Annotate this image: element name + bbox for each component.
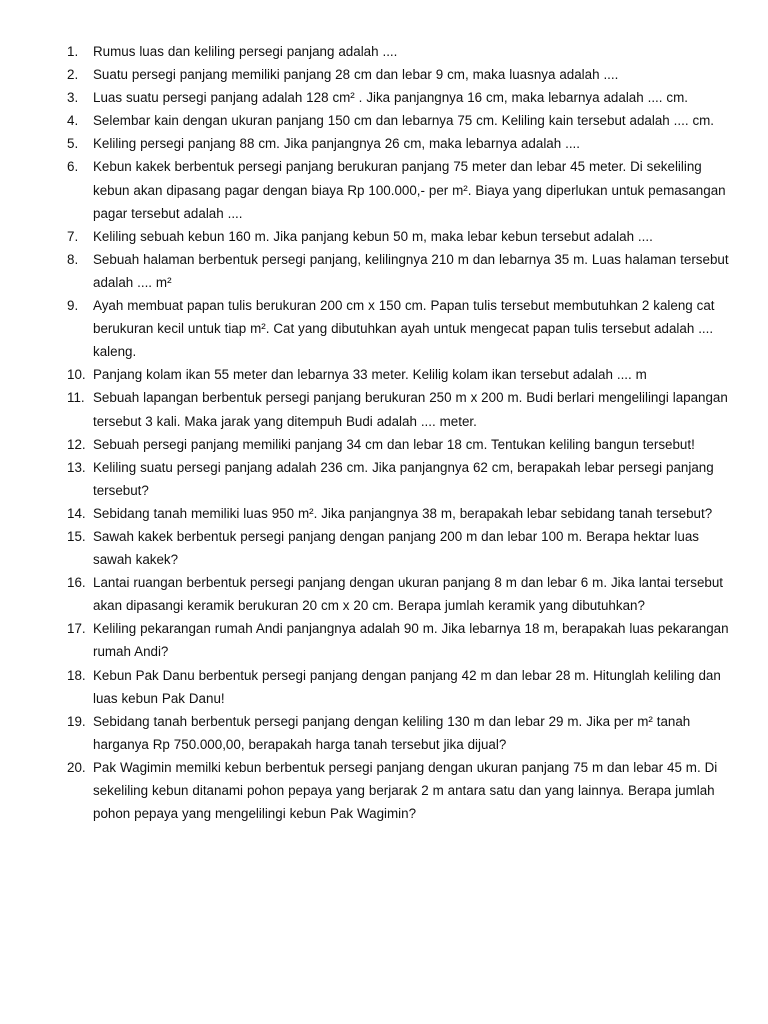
question-number-label: 19. <box>67 713 86 729</box>
question-number <box>62 363 93 386</box>
question-number-label: 18. <box>67 667 86 683</box>
question-item <box>62 109 732 132</box>
question-number-label: 6. <box>67 159 79 175</box>
question-number <box>62 664 93 687</box>
question-item <box>62 248 732 294</box>
question-number-label: 15. <box>67 528 86 544</box>
question-number-label: 16. <box>67 575 86 591</box>
question-number <box>62 294 93 317</box>
question-number <box>62 710 93 733</box>
question-item <box>62 225 732 248</box>
question-item <box>62 386 732 432</box>
question-number <box>62 248 93 271</box>
question-item <box>62 456 732 502</box>
question-item <box>62 664 732 710</box>
question-number-label: 13. <box>67 459 86 475</box>
question-number-label: 8. <box>67 251 79 267</box>
question-number-label: 2. <box>67 67 79 83</box>
question-text: Sebidang tanah berbentuk persegi panjang dengan keliling 130 m dan lebar 29 m. Jika per m² tanah harganya Rp 750.000,00, berapakah harga tanah tersebut jika dijual? <box>93 713 691 752</box>
question-item <box>62 363 732 386</box>
question-number <box>62 386 93 409</box>
question-number-label: 5. <box>67 136 79 152</box>
question-text: Ayah membuat papan tulis berukuran 200 cm x 150 cm. Papan tulis tersebut membutuhkan 2 kaleng cat berukuran kecil untuk tiap m². Cat yang dibutuhkan ayah untuk mengecat papan tulis tersebut adalah .... kaleng. <box>93 298 715 360</box>
question-text: Kebun kakek berbentuk persegi panjang berukuran panjang 75 meter dan lebar 45 meter. Di sekeliling kebun akan dipasang pagar dengan biaya Rp 100.000,- per m². Biaya yang diperlukan untuk pemasangan pagar tersebut adalah .... <box>93 159 726 221</box>
question-number <box>62 86 93 109</box>
question-text: Keliling persegi panjang 88 cm. Jika panjangnya 26 cm, maka lebarnya adalah .... <box>93 136 580 152</box>
question-text: Sebuah halaman berbentuk persegi panjang, kelilingnya 210 m dan lebarnya 35 m. Luas halaman tersebut adalah .... m² <box>93 251 729 290</box>
question-number-label: 12. <box>67 436 86 452</box>
question-text: Keliling suatu persegi panjang adalah 236 cm. Jika panjangnya 62 cm, berapakah lebar persegi panjang tersebut? <box>93 459 714 498</box>
question-number <box>62 63 93 86</box>
question-text: Panjang kolam ikan 55 meter dan lebarnya 33 meter. Kelilig kolam ikan tersebut adalah .... m <box>93 367 647 383</box>
question-item <box>62 617 732 663</box>
question-item <box>62 756 732 825</box>
question-number <box>62 109 93 132</box>
question-text: Suatu persegi panjang memiliki panjang 28 cm dan lebar 9 cm, maka luasnya adalah .... <box>93 67 619 83</box>
question-number <box>62 756 93 779</box>
question-number-label: 4. <box>67 113 79 129</box>
question-number-label: 7. <box>67 228 79 244</box>
question-item <box>62 710 732 756</box>
question-text: Lantai ruangan berbentuk persegi panjang dengan ukuran panjang 8 m dan lebar 6 m. Jika lantai tersebut akan dipasangi keramik berukuran 20 cm x 20 cm. Berapa jumlah keramik yang dibutuhkan? <box>93 575 724 614</box>
question-list <box>62 40 732 825</box>
question-number-label: 10. <box>67 367 86 383</box>
question-number-label: 3. <box>67 90 79 106</box>
question-number <box>62 617 93 640</box>
question-text: Sebuah persegi panjang memiliki panjang 34 cm dan lebar 18 cm. Tentukan keliling bangun tersebut! <box>93 436 695 452</box>
question-number <box>62 132 93 155</box>
question-item <box>62 132 732 155</box>
question-number <box>62 456 93 479</box>
question-number <box>62 433 93 456</box>
question-item <box>62 63 732 86</box>
question-item <box>62 433 732 456</box>
question-text: Sawah kakek berbentuk persegi panjang dengan panjang 200 m dan lebar 100 m. Berapa hektar luas sawah kakek? <box>93 528 699 568</box>
question-number-label: 1. <box>67 44 79 59</box>
question-number <box>62 155 93 178</box>
question-number-label: 20. <box>67 759 86 775</box>
question-text: Sebidang tanah memiliki luas 950 m². Jika panjangnya 38 m, berapakah lebar sebidang tanah tersebut? <box>93 505 713 521</box>
question-text: Kebun Pak Danu berbentuk persegi panjang dengan panjang 42 m dan lebar 28 m. Hitunglah keliling dan luas kebun Pak Danu! <box>93 667 721 706</box>
question-number <box>62 502 93 525</box>
question-text: Pak Wagimin memilki kebun berbentuk persegi panjang dengan ukuran panjang 75 m dan lebar 45 m. Di sekeliling kebun ditanami pohon pepaya yang berjarak 2 m antara satu dan yang lainnya. Berapa jumlah pohon pepaya yang mengelilingi kebun Pak Wagimin? <box>93 759 718 822</box>
question-number-label: 14. <box>67 505 86 521</box>
question-number <box>62 225 93 248</box>
question-item <box>62 155 732 224</box>
question-item <box>62 40 732 63</box>
question-text: Selembar kain dengan ukuran panjang 150 cm dan lebarnya 75 cm. Keliling kain tersebut adalah .... cm. <box>93 113 715 129</box>
question-number <box>62 571 93 594</box>
question-text: Keliling pekarangan rumah Andi panjangnya adalah 90 m. Jika lebarnya 18 m, berapakah luas pekarangan rumah Andi? <box>93 621 729 660</box>
question-item <box>62 525 732 571</box>
question-item <box>62 502 732 525</box>
question-item <box>62 86 732 109</box>
question-number <box>62 525 93 548</box>
question-text: Keliling sebuah kebun 160 m. Jika panjang kebun 50 m, maka lebar kebun tersebut adalah .... <box>93 228 653 244</box>
question-number <box>62 40 93 63</box>
question-item <box>62 571 732 617</box>
question-text: Rumus luas dan keliling persegi panjang adalah .... <box>93 44 398 59</box>
question-number-label: 11. <box>67 390 85 406</box>
question-number-label: 17. <box>67 621 86 637</box>
question-text: Sebuah lapangan berbentuk persegi panjang berukuran 250 m x 200 m. Budi berlari mengelilingi lapangan tersebut 3 kali. Maka jarak yang ditempuh Budi adalah .... meter. <box>93 390 728 429</box>
question-item <box>62 294 732 363</box>
question-text: Luas suatu persegi panjang adalah 128 cm² . Jika panjangnya 16 cm, maka lebarnya adalah .... cm. <box>93 90 688 106</box>
question-number-label: 9. <box>67 298 79 314</box>
